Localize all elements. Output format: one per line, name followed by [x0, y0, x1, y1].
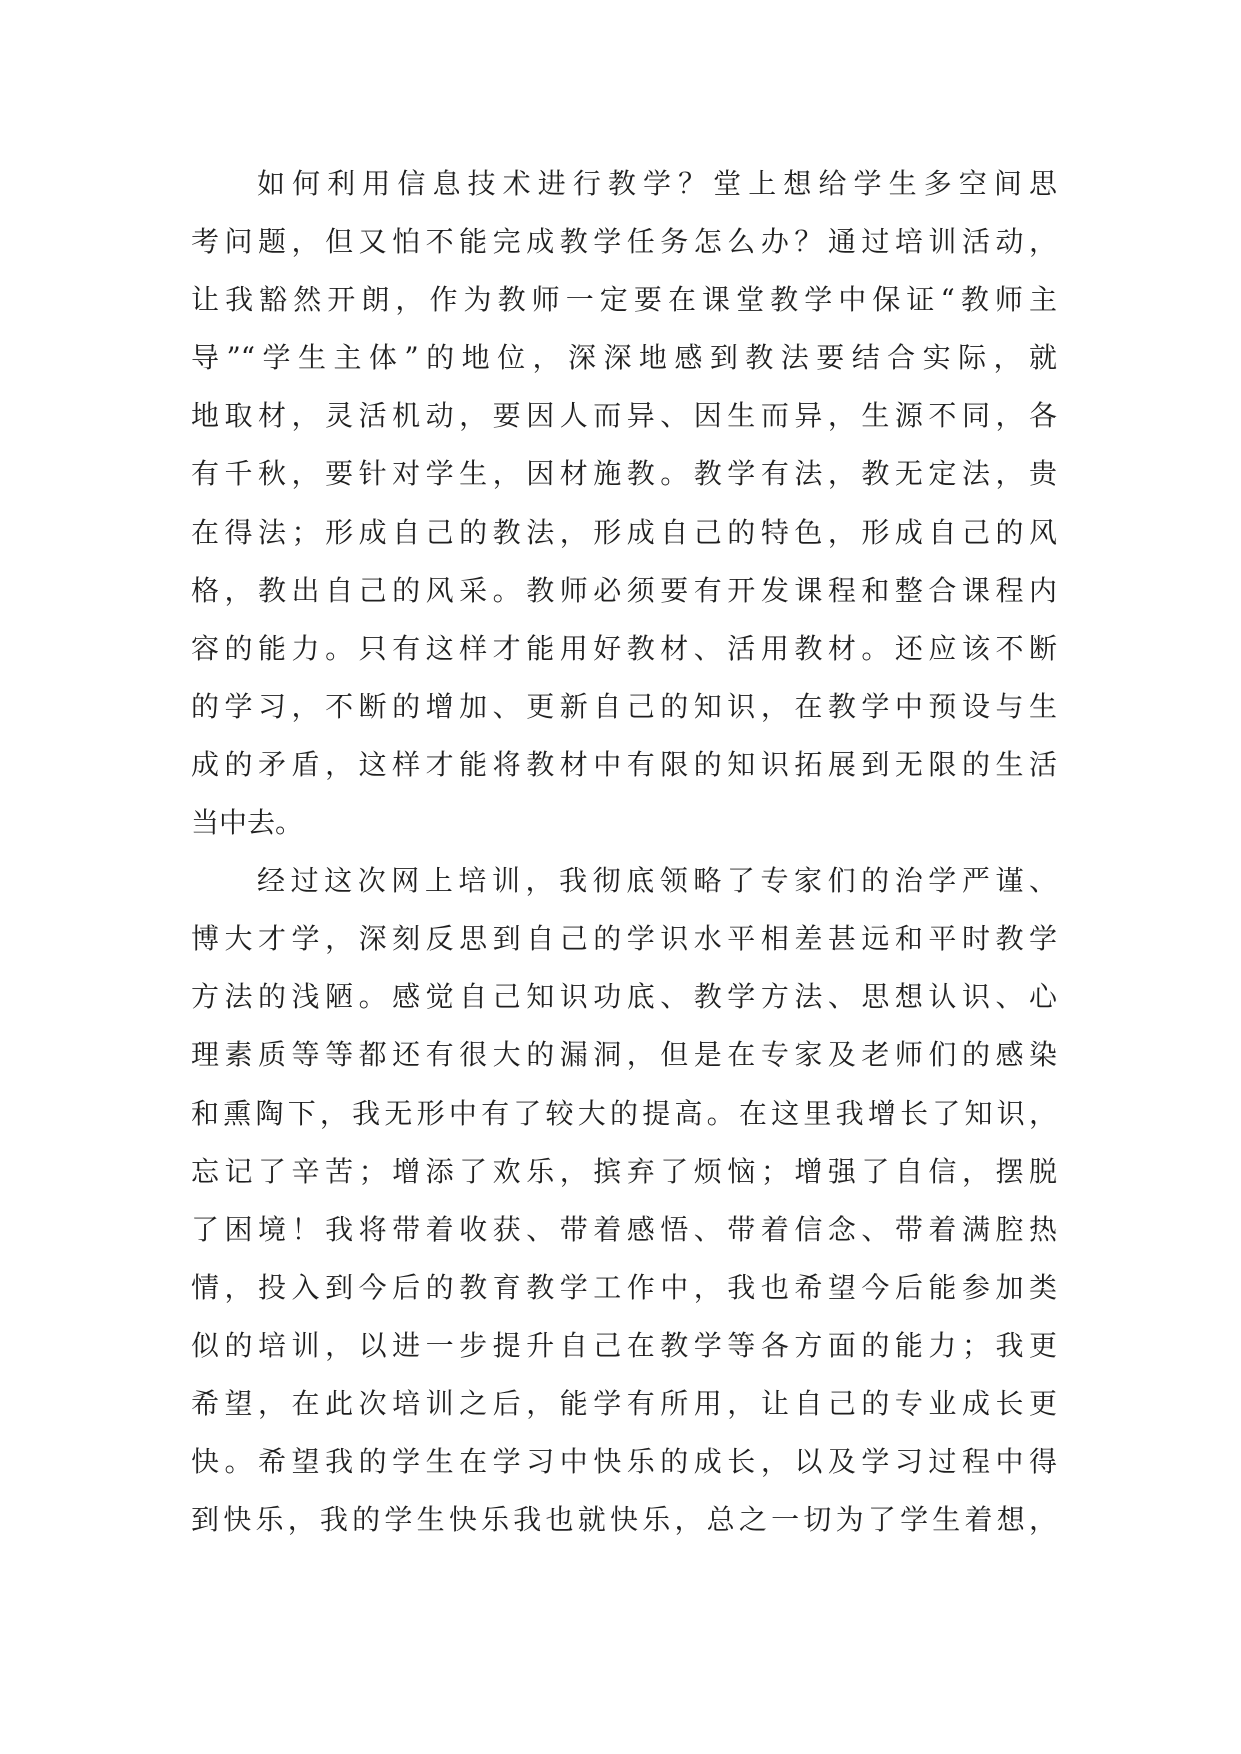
text-line: 经过这次网上培训，我彻底领略了专家们的治学严谨、: [257, 864, 1057, 898]
text-line: 忘记了辛苦；增添了欢乐，摈弃了烦恼；增强了自信，摆脱: [191, 1154, 1057, 1188]
text-line: 到快乐，我的学生快乐我也就快乐，总之一切为了学生着想，: [191, 1503, 1057, 1537]
text-line: 似的培训，以进一步提升自己在教学等各方面的能力；我更: [191, 1328, 1057, 1362]
text-line: 容的能力。只有这样才能用好教材、活用教材。还应该不断: [191, 631, 1057, 665]
paragraph-1: [191, 155, 1057, 852]
document-body: [191, 155, 1057, 1549]
text-line: 情，投入到今后的教育教学工作中，我也希望今后能参加类: [191, 1270, 1057, 1304]
text-line: 的学习，不断的增加、更新自己的知识，在教学中预设与生: [191, 689, 1057, 723]
paragraph-2: [191, 852, 1057, 1549]
text-line: 快。希望我的学生在学习中快乐的成长，以及学习过程中得: [191, 1445, 1057, 1479]
text-line: 格，教出自己的风采。教师必须要有开发课程和整合课程内: [191, 573, 1057, 607]
text-line: 让我豁然开朗，作为教师一定要在课堂教学中保证“教师主: [191, 283, 1057, 317]
text-line: 成的矛盾，这样才能将教材中有限的知识拓展到无限的生活: [191, 747, 1057, 781]
text-line: 了困境！我将带着收获、带着感悟、带着信念、带着满腔热: [191, 1212, 1057, 1246]
text-line: 地取材，灵活机动，要因人而异、因生而异，生源不同，各: [191, 399, 1057, 433]
text-line: 和熏陶下，我无形中有了较大的提高。在这里我增长了知识，: [191, 1096, 1057, 1130]
text-line: 如何利用信息技术进行教学？堂上想给学生多空间思: [257, 167, 1057, 200]
text-line: 博大才学，深刻反思到自己的学识水平相差甚远和平时教学: [191, 922, 1057, 956]
text-line: 考问题，但又怕不能完成教学任务怎么办？通过培训活动，: [191, 225, 1057, 259]
text-line: 在得法；形成自己的教法，形成自己的特色，形成自己的风: [191, 515, 1057, 549]
text-line: 理素质等等都还有很大的漏洞，但是在专家及老师们的感染: [191, 1038, 1057, 1072]
text-line: 有千秋，要针对学生，因材施教。教学有法，教无定法，贵: [191, 457, 1057, 491]
text-line: 方法的浅陋。感觉自己知识功底、教学方法、思想认识、心: [191, 980, 1057, 1014]
text-line: 希望，在此次培训之后，能学有所用，让自己的专业成长更: [191, 1386, 1057, 1420]
text-line: 导”“学生主体”的地位，深深地感到教法要结合实际，就: [191, 341, 1057, 375]
text-line: 当中去。: [191, 806, 304, 840]
